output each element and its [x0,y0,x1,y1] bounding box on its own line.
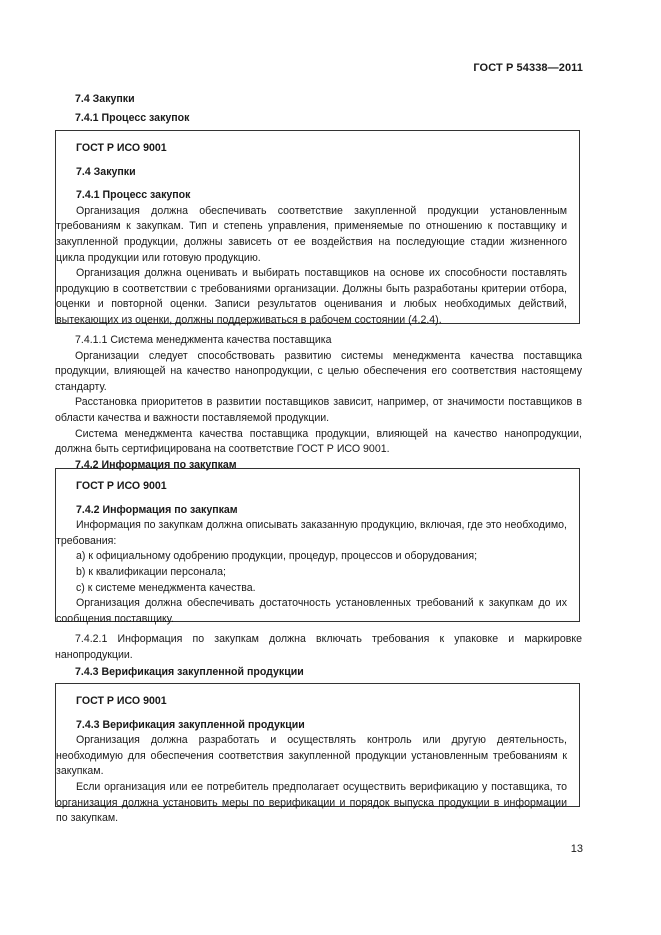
standard-header: ГОСТ Р 54338—2011 [473,62,583,74]
section-7-4-1-1-paragraph-3: Система менеджмента качества поставщика продукции, влияющей на качество нанопродукции, должна быть сертифицирована на соответствие ГОСТ Р ИСО 9001. [55,427,582,456]
box1-heading-1: 7.4 Закупки [76,165,136,178]
box2-ref: ГОСТ Р ИСО 9001 [76,480,167,492]
section-7-4-title: 7.4 Закупки [75,93,135,105]
quote-box-iso-9001-7-4 [55,130,580,324]
section-7-4-1-title: 7.4.1 Процесс закупок [75,112,190,124]
section-7-4-1-1-title: 7.4.1.1 Система менеджмента качества поставщика [75,334,332,346]
page-number: 13 [570,843,583,855]
box3-paragraph-2: Если организация или ее потребитель предполагает осуществить верификацию у поставщика, то организация должна установить меры по верификации и порядок выпуска продукции в информации по закупкам. [56,780,567,825]
box3-ref: ГОСТ Р ИСО 9001 [76,695,167,707]
box1-ref: ГОСТ Р ИСО 9001 [76,142,167,154]
section-7-4-1-1 [55,333,582,473]
section-7-4-1 [55,111,582,127]
quote-box-iso-9001-7-4-2 [55,468,580,625]
section-7-4-2-1 [55,632,582,681]
box2-item-c: с) к системе менеджмента качества. [76,581,256,594]
box2-item-a: а) к официальному одобрению продукции, процедур, процессов и оборудования; [76,550,478,563]
section-7-4-1-1-paragraph-2: Расстановка приоритетов в развитии поставщиков зависит, например, от значимости поставщиков в области качества и важности поставляемой продукции. [55,396,582,424]
section-7-4 [55,92,582,108]
section-7-4-2-title: 7.4.2 Информация по закупкам [75,458,237,471]
box2-item-b: b) к квалификации персонала; [76,565,226,578]
quote-box-iso-9001-7-4-3 [55,683,580,825]
section-7-4-1-1-paragraph-1: Организации следует способствовать развитию системы менеджмента качества поставщика продукции, влияющей на качество нанопродукции, с целью обеспечения его соответствия настоящему стандарту. [55,349,582,393]
box2-paragraph-1: Информация по закупкам должна описывать заказанную продукцию, включая, где это необходимо, требования: [56,519,567,547]
box3-heading: 7.4.3 Верификация закупленной продукции [76,718,305,731]
box3-paragraph-1: Организация должна разработать и осуществлять контроль или другую деятельность, необходимую для обеспечения соответствия закупленной продукции установленным требованиям к закупкам. [56,734,567,778]
box1-paragraph-1: Организация должна обеспечивать соответствие закупленной продукции установленным требованиям к закупкам. Тип и степень управления, применяемые по отношению к поставщику и закупленной продукции, должны зависеть от ее воздействия на последующие стадии жизненного цикла продукции или готовую продукцию. [56,204,567,264]
section-7-4-3-title: 7.4.3 Верификация закупленной продукции [75,666,304,679]
box2-paragraph-2: Организация должна обеспечивать достаточность установленных требований к закупкам до их сообщения поставщику. [56,597,567,625]
section-7-4-2-1-text: 7.4.2.1 Информация по закупкам должна включать требования к упаковке и маркировке нанопродукции. [55,633,582,661]
box1-paragraph-2: Организация должна оценивать и выбирать поставщиков на основе их способности поставлять продукцию в соответствии с требованиями организации. Должны быть разработаны критерии отбора, оценки и повторной оценки. Записи результатов оценивания и любых необходимых действий, вытекающих из оценки, должны поддерживаться в рабочем состоянии (4.2.4). [56,267,567,326]
box1-heading-2: 7.4.1 Процесс закупок [76,189,191,202]
box2-heading: 7.4.2 Информация по закупкам [76,503,238,516]
